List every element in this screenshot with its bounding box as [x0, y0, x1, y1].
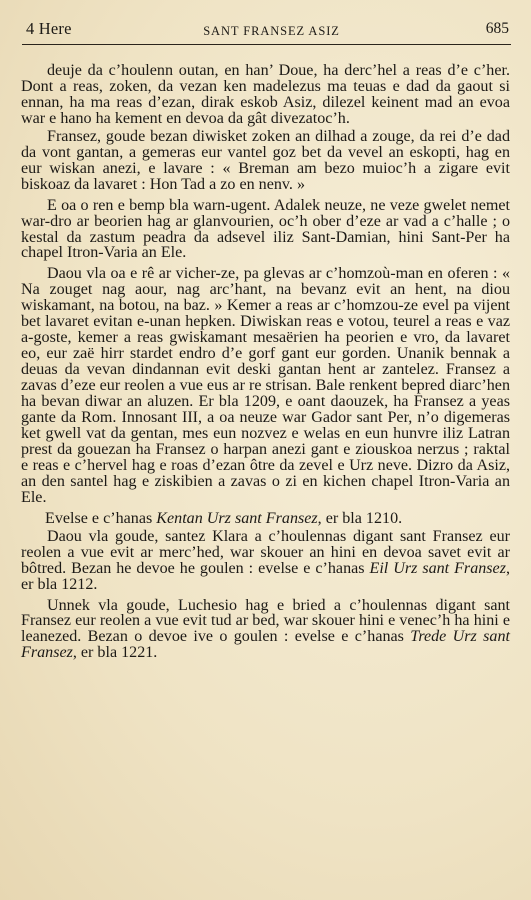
page-label: 4 Here — [26, 19, 72, 38]
body-text — [21, 63, 510, 663]
order-title-second: Eil Urz sant Fransez — [369, 559, 506, 577]
page-number: 685 — [485, 20, 509, 37]
paragraph-7-tail: , er bla 1221. — [72, 644, 158, 662]
paragraph-5-lead: Evelse e c’hanas — [45, 509, 157, 527]
paragraph-6-lead: Daou vla goude, santez Klara a c’houlennas digant sant Fransez eur reolen a vue evit ar merc’hed, war skouer an hini en devoa savet evit ar bôtred. Bezan he devoe he goulen : evelse e c’hanas — [21, 527, 510, 577]
paragraph-5 — [21, 511, 510, 527]
order-title-third: Trede Urz sant Fransez — [21, 628, 510, 662]
order-title-first: Kentan Urz sant Fransez — [156, 509, 318, 527]
paragraph-7-lead: Unnek vla goude, Luchesio hag e bried a c’houlennas digant sant Fransez eur reolen a vue evit tud ar bed, war skouer hini e venec’h ha hini e leanezed. Bezan o devoe ive o goulen : evelse e c’hanas — [21, 596, 510, 646]
paragraph-6 — [21, 529, 510, 593]
paragraph-7 — [21, 598, 510, 662]
paragraph-1: deuje da c’houlenn outan, en han’ Doue, ha derc’hel a reas d’e c’her. Dont a reas, zoken, da vezan ken madelezus ma teuas e dad da gaout si ennan, ha ma reas d’ezan, dirak eskob Asiz, dilezel keinent mad an evoa war e hano ha kement en devoa da gât divezatoc’h. — [21, 62, 510, 127]
running-header — [22, 16, 511, 45]
paragraph-4: Daou vla oa e rê ar vicher-ze, pa glevas ar c’homzoù-man en oferen : « Na zouget nag aour, nag arc’hant, na bevanz evit an hent, na diou wiskamant, na botou, na baz. » Kemer a reas ar c’homzou-ze evel pa vijent bet lavaret evitan e-unan hepken. Diwiskan reas e votou, teurel a reas e vaz a-goste, kemer a reas gwiskamant mesaërien ha peorien e vro, da lavaret eo, eur zaë hirr stardet endro d’e gorf gant eur gorden. Unanik bennak a deuas da vevan dindannan evit deski gantan hent ar zantelez. Fransez a zavas d’eze eur reolen a vue eus ar re strisan. Bale renkent bepred diarc’hen ha bevan diwar an aluzen. Er bla 1209, e oant daouzek, ha Fransez a yeas gante da Rom. Innosant III, a oa neuze war Gador sant Per, n’o digemeras ket gwell vat da gentan, mes eun nozvez e welas en eun hunvre iliz Latran prest da gouezan ha Fransez o harpan anezi gant e ziouskoa nerzus ; raktal e reas e c’hervel hag e roas d’ezan ôtre da zevel e Urz neve. Dizro da Asiz, an den santel hag e ziskibien a zavas o zi en kichen chapel Itron-Varia an Ele. — [21, 265, 510, 506]
paragraph-2: Fransez, goude bezan diwisket zoken an dilhad a zouge, da rei d’e dad da vont gantan, a gemeras eur vantel goz bet da vevel an eskopti, hag en eur wiskan anezi, e lavare : « Breman am bezo muioc’h a zigare evit biskoaz da lavaret : Hon Tad a zo en nenv. » — [21, 127, 510, 193]
paragraph-5-tail: , er bla 1210. — [317, 509, 403, 527]
paragraph-3: E oa o ren e bemp bla warn-ugent. Adalek neuze, ne veze gwelet nemet war-dro ar beorien hag ar glanvourien, oc’h ober d’eze ar vad a c’halle ; o kestal da zastum peadra da adsevel iliz Sant-Damian, hini Sant-Per ha chapel Itron-Varia an Ele. — [21, 196, 510, 262]
paragraph-6-tail: , er bla 1212. — [21, 559, 510, 593]
running-title: SANT FRANSEZ ASIZ — [203, 24, 340, 38]
